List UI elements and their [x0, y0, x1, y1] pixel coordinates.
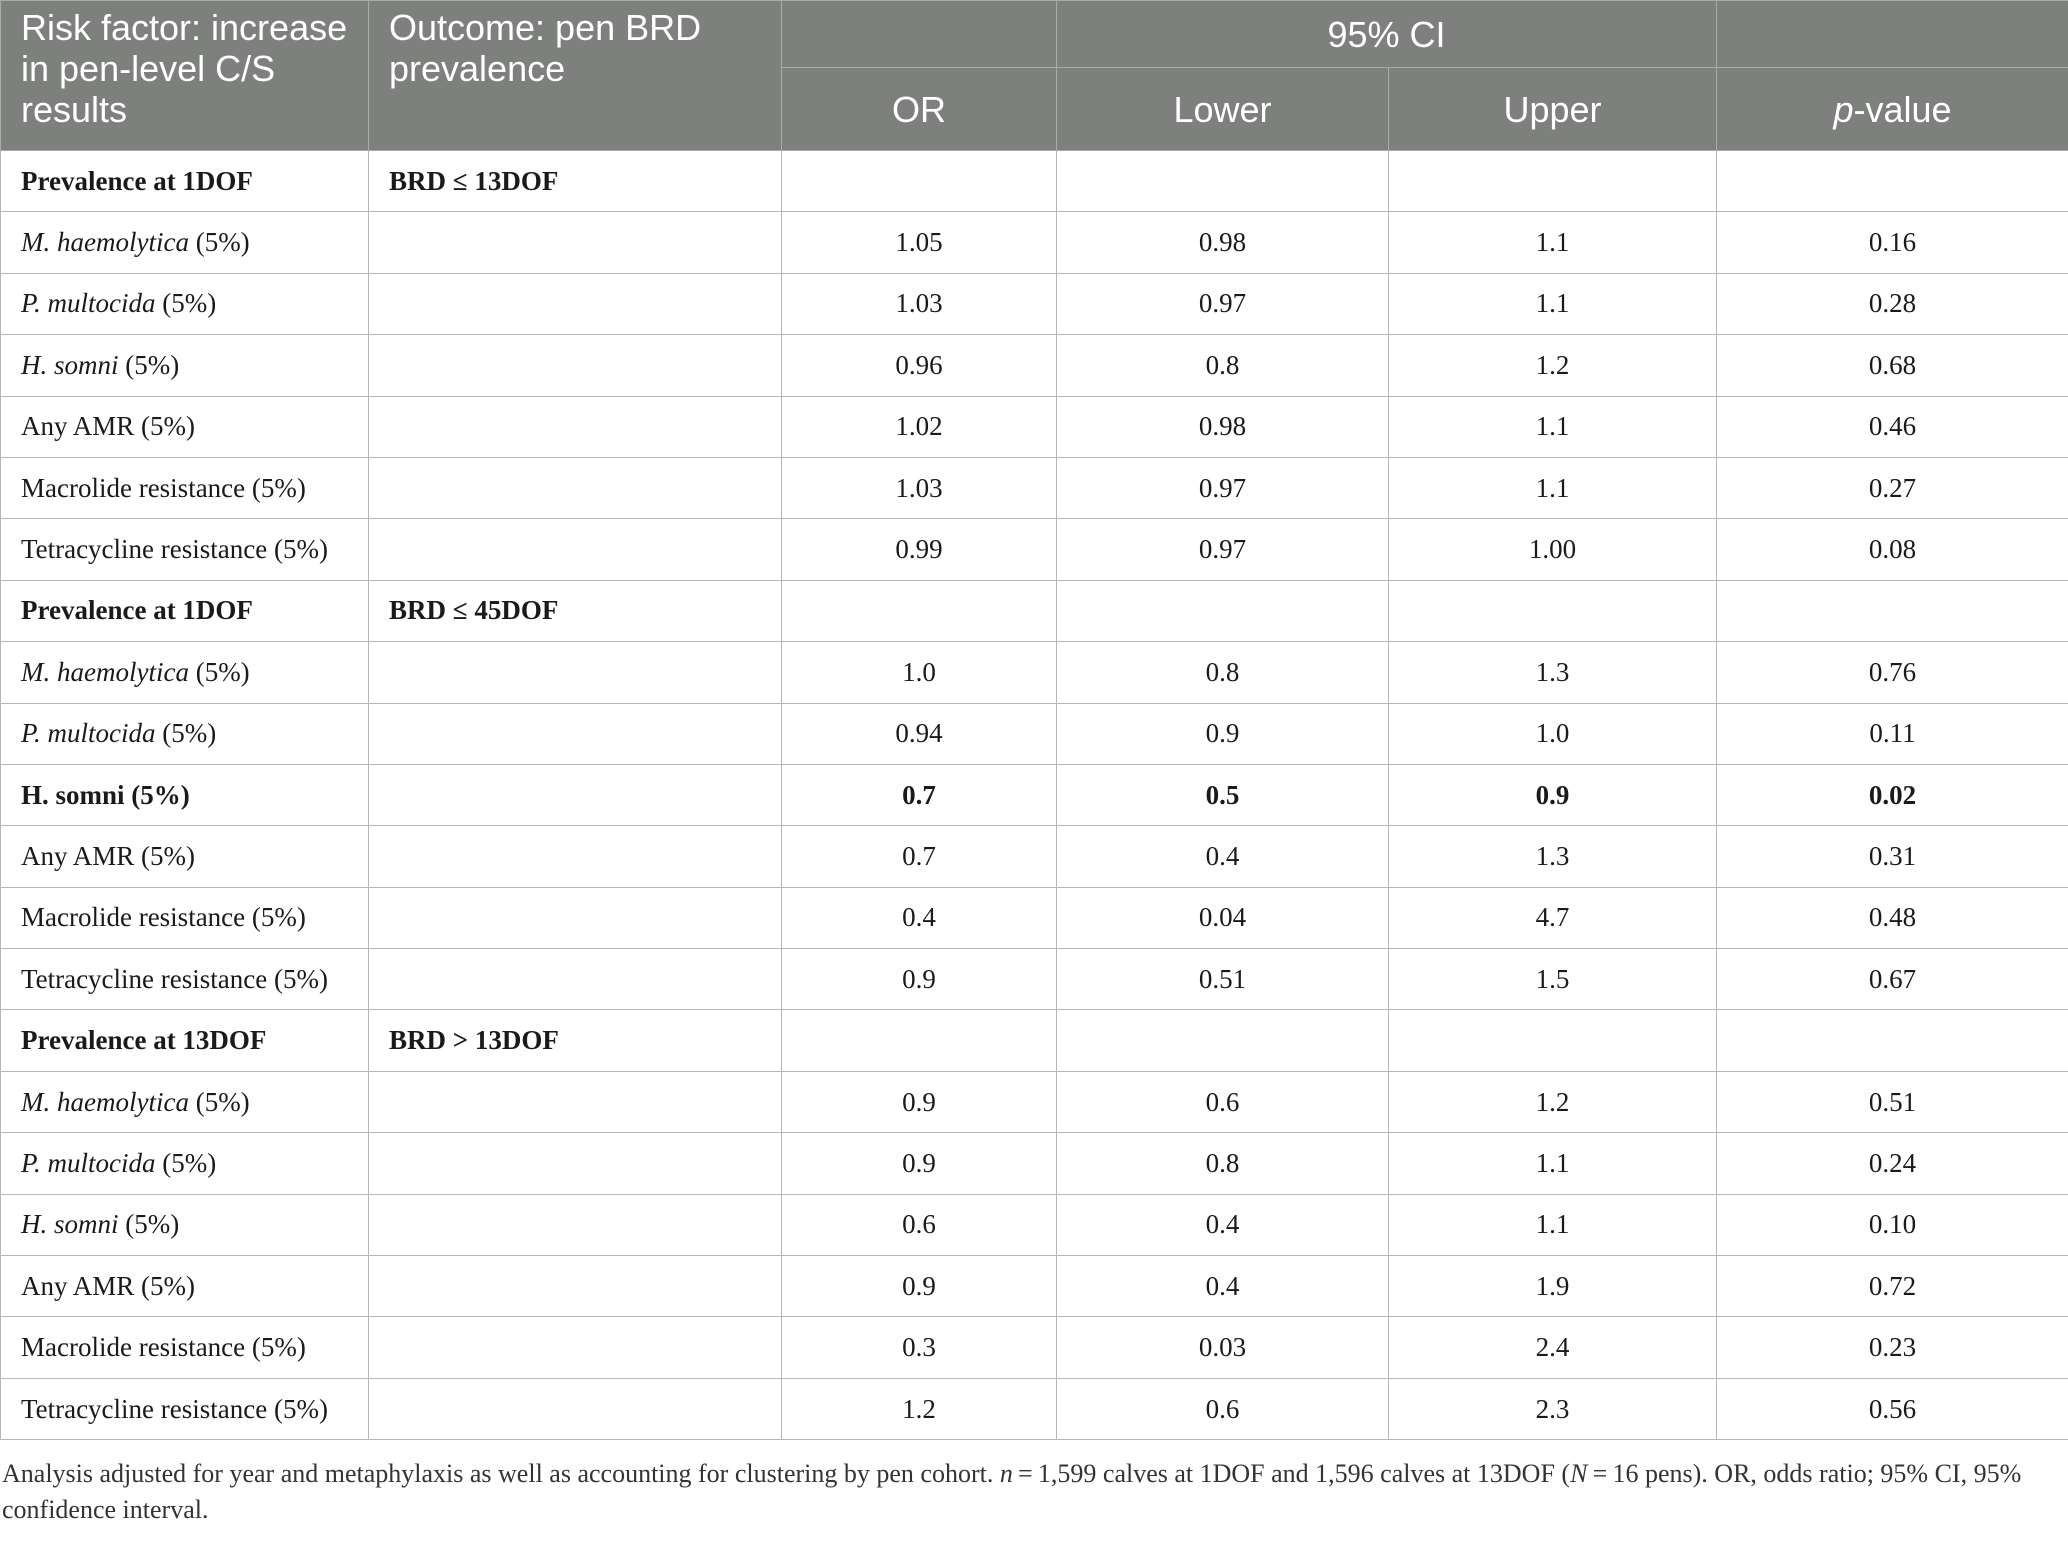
risk-factor-label: (5%) [155, 718, 217, 749]
p-value-cell: 0.10 [1717, 1194, 2068, 1255]
table-row [1, 1071, 2068, 1132]
outcome-cell [369, 1256, 782, 1317]
section-title: Prevalence at 1DOF [1, 151, 369, 212]
risk-factor-label: (5%) [155, 1147, 217, 1178]
lower-ci-cell: 0.4 [1057, 826, 1389, 887]
outcome-cell [369, 273, 782, 334]
section-outcome: BRD ≤ 13DOF [369, 151, 782, 212]
header-upper: Upper [1389, 68, 1717, 151]
outcome-cell [369, 764, 782, 825]
table-body [1, 151, 2068, 1440]
section-header-row [1, 1010, 2068, 1071]
risk-factor-label: Any AMR (5%) [21, 840, 195, 871]
outcome-cell [369, 212, 782, 273]
lower-ci-cell: 0.03 [1057, 1317, 1389, 1378]
organism-name: M. haemolytica [21, 656, 189, 687]
lower-ci-cell: 0.51 [1057, 949, 1389, 1010]
p-value-cell: 0.11 [1717, 703, 2068, 764]
p-value-cell: 0.56 [1717, 1378, 2068, 1439]
lower-ci-cell: 0.8 [1057, 642, 1389, 703]
header-lower: Lower [1057, 68, 1389, 151]
organism-name: H. somni [21, 349, 119, 380]
or-cell: 0.9 [782, 1133, 1057, 1194]
upper-ci-cell: 1.1 [1389, 1194, 1717, 1255]
table-row [1, 1194, 2068, 1255]
risk-factor-label: (5%) [188, 656, 250, 687]
or-cell: 0.7 [782, 764, 1057, 825]
table-row [1, 335, 2068, 396]
empty-cell [1057, 151, 1389, 212]
empty-cell [1057, 1010, 1389, 1071]
header-p-rest: -value [1853, 88, 1952, 130]
upper-ci-cell: 1.1 [1389, 212, 1717, 273]
risk-factor-cell [1, 1378, 369, 1439]
risk-factor-label: Tetracycline resistance (5%) [21, 534, 328, 565]
risk-factor-cell [1, 826, 369, 887]
lower-ci-cell: 0.04 [1057, 887, 1389, 948]
upper-ci-cell: 1.2 [1389, 1071, 1717, 1132]
upper-ci-cell: 1.0 [1389, 703, 1717, 764]
header-ci-spacer-right [1717, 1, 2068, 68]
p-value-cell: 0.31 [1717, 826, 2068, 887]
or-cell: 0.96 [782, 335, 1057, 396]
header-or: OR [782, 68, 1057, 151]
lower-ci-cell: 0.8 [1057, 335, 1389, 396]
risk-factor-cell [1, 273, 369, 334]
lower-ci-cell: 0.97 [1057, 273, 1389, 334]
risk-factor-label: Macrolide resistance (5%) [21, 1332, 306, 1363]
risk-factor-cell [1, 949, 369, 1010]
p-value-cell: 0.68 [1717, 335, 2068, 396]
upper-ci-cell: 1.1 [1389, 396, 1717, 457]
risk-factor-cell [1, 519, 369, 580]
risk-factor-cell [1, 642, 369, 703]
outcome-cell [369, 949, 782, 1010]
or-cell: 0.9 [782, 1071, 1057, 1132]
or-cell: 0.4 [782, 887, 1057, 948]
p-value-cell: 0.24 [1717, 1133, 2068, 1194]
p-value-cell: 0.76 [1717, 642, 2068, 703]
p-value-cell: 0.48 [1717, 887, 2068, 948]
risk-factor-cell [1, 764, 369, 825]
upper-ci-cell: 2.3 [1389, 1378, 1717, 1439]
footnote-N: N [1570, 1459, 1588, 1488]
risk-factor-cell [1, 1317, 369, 1378]
p-value-cell: 0.46 [1717, 396, 2068, 457]
table-row [1, 642, 2068, 703]
upper-ci-cell: 1.5 [1389, 949, 1717, 1010]
outcome-cell [369, 335, 782, 396]
organism-name: P. multocida [21, 1147, 156, 1178]
upper-ci-cell: 1.9 [1389, 1256, 1717, 1317]
header-risk-factor: Risk factor: increase in pen-level C/S results [1, 1, 369, 151]
or-cell: 1.2 [782, 1378, 1057, 1439]
or-cell: 1.0 [782, 642, 1057, 703]
section-header-row [1, 580, 2068, 641]
table-footnote [2, 1456, 2062, 1528]
empty-cell [1057, 580, 1389, 641]
lower-ci-cell: 0.8 [1057, 1133, 1389, 1194]
empty-cell [782, 1010, 1057, 1071]
upper-ci-cell: 1.2 [1389, 335, 1717, 396]
outcome-cell [369, 1071, 782, 1132]
risk-factor-cell [1, 396, 369, 457]
or-cell: 1.03 [782, 457, 1057, 518]
outcome-cell [369, 519, 782, 580]
risk-factor-label: (5%) [155, 288, 217, 319]
p-value-cell: 0.72 [1717, 1256, 2068, 1317]
table-row [1, 949, 2068, 1010]
risk-factor-cell [1, 1256, 369, 1317]
or-cell: 0.99 [782, 519, 1057, 580]
header-p-value [1717, 68, 2068, 151]
footnote-part1: Analysis adjusted for year and metaphylaxis as well as accounting for clustering by pen cohort. [2, 1459, 1000, 1488]
risk-factor-label: Macrolide resistance (5%) [21, 472, 306, 503]
organism-name: M. haemolytica [21, 1086, 189, 1117]
empty-cell [1717, 1010, 2068, 1071]
risk-factor-cell [1, 212, 369, 273]
table-row [1, 1317, 2068, 1378]
upper-ci-cell: 1.1 [1389, 273, 1717, 334]
lower-ci-cell: 0.6 [1057, 1378, 1389, 1439]
p-value-cell: 0.27 [1717, 457, 2068, 518]
empty-cell [1389, 1010, 1717, 1071]
lower-ci-cell: 0.6 [1057, 1071, 1389, 1132]
upper-ci-cell: 2.4 [1389, 1317, 1717, 1378]
section-title: Prevalence at 13DOF [1, 1010, 369, 1071]
section-outcome: BRD ≤ 45DOF [369, 580, 782, 641]
risk-factor-label: Any AMR (5%) [21, 1270, 195, 1301]
upper-ci-cell: 0.9 [1389, 764, 1717, 825]
p-value-cell: 0.23 [1717, 1317, 2068, 1378]
or-cell: 0.3 [782, 1317, 1057, 1378]
outcome-cell [369, 642, 782, 703]
empty-cell [1717, 151, 2068, 212]
lower-ci-cell: 0.98 [1057, 212, 1389, 273]
organism-name: M. haemolytica [21, 227, 189, 258]
upper-ci-cell: 1.3 [1389, 826, 1717, 887]
risk-factor-cell [1, 1194, 369, 1255]
risk-factor-label: Any AMR (5%) [21, 411, 195, 442]
risk-factor-label: (5%) [188, 1086, 250, 1117]
table-row [1, 457, 2068, 518]
outcome-cell [369, 703, 782, 764]
risk-factor-label: H. somni (5%) [21, 779, 190, 810]
upper-ci-cell: 1.1 [1389, 457, 1717, 518]
empty-cell [1389, 151, 1717, 212]
lower-ci-cell: 0.98 [1057, 396, 1389, 457]
organism-name: P. multocida [21, 718, 156, 749]
risk-factor-label: (5%) [118, 349, 180, 380]
outcome-cell [369, 1194, 782, 1255]
footnote-part3: = 16 pens). OR, odds ratio; 95% CI, 95% confidence interval. [2, 1459, 2022, 1524]
table-row [1, 273, 2068, 334]
upper-ci-cell: 1.1 [1389, 1133, 1717, 1194]
lower-ci-cell: 0.4 [1057, 1256, 1389, 1317]
table-row [1, 1256, 2068, 1317]
empty-cell [782, 580, 1057, 641]
outcome-cell [369, 396, 782, 457]
lower-ci-cell: 0.5 [1057, 764, 1389, 825]
upper-ci-cell: 4.7 [1389, 887, 1717, 948]
risk-factor-cell [1, 457, 369, 518]
p-value-cell: 0.51 [1717, 1071, 2068, 1132]
lower-ci-cell: 0.9 [1057, 703, 1389, 764]
or-cell: 1.03 [782, 273, 1057, 334]
outcome-cell [369, 1378, 782, 1439]
table-row [1, 519, 2068, 580]
p-value-cell: 0.08 [1717, 519, 2068, 580]
footnote-n: n [999, 1459, 1013, 1488]
upper-ci-cell: 1.00 [1389, 519, 1717, 580]
upper-ci-cell: 1.3 [1389, 642, 1717, 703]
risk-factor-cell [1, 335, 369, 396]
lower-ci-cell: 0.97 [1057, 519, 1389, 580]
section-title: Prevalence at 1DOF [1, 580, 369, 641]
or-cell: 0.6 [782, 1194, 1057, 1255]
outcome-cell [369, 457, 782, 518]
lower-ci-cell: 0.97 [1057, 457, 1389, 518]
risk-factor-cell [1, 887, 369, 948]
risk-factor-label: (5%) [118, 1209, 180, 1240]
table-row [1, 212, 2068, 273]
header-p-italic: p [1833, 88, 1854, 130]
table-row [1, 1378, 2068, 1439]
header-95-ci: 95% CI [1057, 1, 1717, 68]
or-cell: 0.94 [782, 703, 1057, 764]
outcome-cell [369, 1317, 782, 1378]
section-header-row [1, 151, 2068, 212]
footnote-part2: = 1,599 calves at 1DOF and 1,596 calves at 13DOF ( [1012, 1459, 1571, 1488]
table-row [1, 826, 2068, 887]
or-cell: 0.7 [782, 826, 1057, 887]
risk-factor-cell [1, 1133, 369, 1194]
risk-factor-cell [1, 1071, 369, 1132]
or-cell: 0.9 [782, 1256, 1057, 1317]
outcome-cell [369, 887, 782, 948]
outcome-cell [369, 1133, 782, 1194]
table-header [1, 1, 2068, 151]
p-value-cell: 0.02 [1717, 764, 2068, 825]
empty-cell [782, 151, 1057, 212]
table-row [1, 1133, 2068, 1194]
risk-factor-cell [1, 703, 369, 764]
risk-factor-label: Tetracycline resistance (5%) [21, 1393, 328, 1424]
or-cell: 1.05 [782, 212, 1057, 273]
or-cell: 1.02 [782, 396, 1057, 457]
empty-cell [1389, 580, 1717, 641]
empty-cell [1717, 580, 2068, 641]
table-row [1, 703, 2068, 764]
p-value-cell: 0.28 [1717, 273, 2068, 334]
or-cell: 0.9 [782, 949, 1057, 1010]
p-value-cell: 0.67 [1717, 949, 2068, 1010]
risk-factor-label: Tetracycline resistance (5%) [21, 963, 328, 994]
lower-ci-cell: 0.4 [1057, 1194, 1389, 1255]
risk-factor-label: Macrolide resistance (5%) [21, 902, 306, 933]
table-row [1, 396, 2068, 457]
organism-name: P. multocida [21, 288, 156, 319]
table-row [1, 887, 2068, 948]
header-ci-spacer [782, 1, 1057, 68]
header-outcome: Outcome: pen BRD prevalence [369, 1, 782, 151]
section-outcome: BRD > 13DOF [369, 1010, 782, 1071]
risk-factor-label: (5%) [188, 227, 250, 258]
outcome-cell [369, 826, 782, 887]
p-value-cell: 0.16 [1717, 212, 2068, 273]
organism-name: H. somni [21, 1209, 119, 1240]
table-row [1, 764, 2068, 825]
